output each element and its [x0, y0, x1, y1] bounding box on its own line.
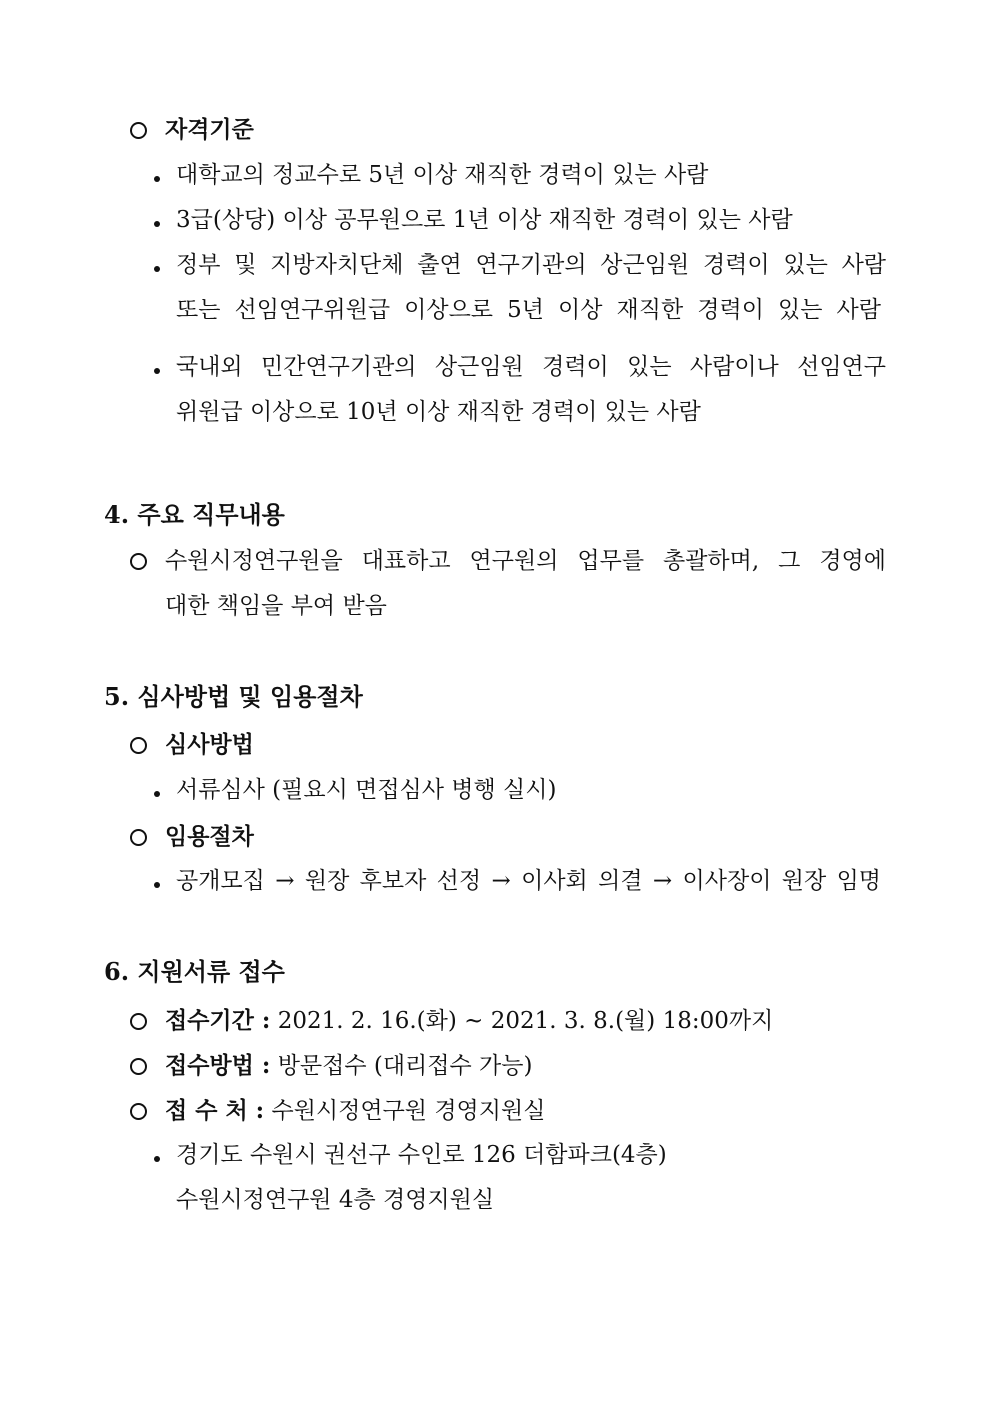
period-value: 2021. 2. 16.(화) ~ 2021. 3. 8.(월) 18:00까지: [277, 1008, 774, 1034]
qualification-item-continued: 위원급 이상으로 10년 이상 재직한 경력이 있는 사람: [176, 399, 701, 425]
qualification-item: 3급(상당) 이상 공무원으로 1년 이상 재직한 경력이 있는 사람: [176, 207, 793, 233]
bullet-dot-icon: [154, 221, 160, 227]
circle-bullet-icon: [130, 1103, 147, 1120]
bullet-dot-icon: [154, 882, 160, 888]
section-title: 6. 지원서류 접수: [104, 957, 285, 986]
qualification-heading: 자격기준: [165, 116, 254, 143]
place-row: [165, 1096, 545, 1126]
method-row: [165, 1051, 532, 1081]
period-row: [165, 1006, 773, 1036]
bullet-dot-icon: [154, 368, 160, 374]
section-title: 4. 주요 직무내용: [104, 500, 285, 529]
period-label: 접수기간 :: [165, 1007, 271, 1034]
address-line-continued: 수원시정연구원 4층 경영지원실: [176, 1187, 495, 1213]
qualification-item: 대학교의 정교수로 5년 이상 재직한 경력이 있는 사람: [176, 162, 709, 188]
qualification-item-continued: 또는 선임연구위원급 이상으로 5년 이상 재직한 경력이 있는 사람: [176, 297, 881, 323]
circle-bullet-icon: [130, 829, 147, 846]
duties-text-continued: 대한 책임을 부여 받음: [165, 593, 387, 619]
bullet-dot-icon: [154, 791, 160, 797]
bullet-dot-icon: [154, 266, 160, 272]
qualification-item: 국내외 민간연구기관의 상근임원 경력이 있는 사람이나 선임연구: [176, 354, 886, 380]
qualification-item: 정부 및 지방자치단체 출연 연구기관의 상근임원 경력이 있는 사람: [176, 252, 886, 278]
place-label: 접 수 처 :: [165, 1097, 265, 1124]
circle-bullet-icon: [130, 553, 147, 570]
bullet-dot-icon: [154, 176, 160, 182]
duties-text: 수원시정연구원을 대표하고 연구원의 업무를 총괄하며, 그 경영에: [165, 548, 886, 574]
circle-bullet-icon: [130, 122, 147, 139]
section-title: 5. 심사방법 및 임용절차: [104, 682, 363, 711]
circle-bullet-icon: [130, 1013, 147, 1030]
circle-bullet-icon: [130, 737, 147, 754]
procedure-heading: 임용절차: [165, 823, 254, 850]
procedure-item: 공개모집 → 원장 후보자 선정 → 이사회 의결 → 이사장이 원장 임명: [176, 868, 881, 894]
review-item: 서류심사 (필요시 면접심사 병행 실시): [176, 777, 557, 803]
method-label: 접수방법 :: [165, 1052, 271, 1079]
method-value: 방문접수 (대리접수 가능): [277, 1053, 533, 1079]
review-heading: 심사방법: [165, 731, 254, 758]
bullet-dot-icon: [154, 1156, 160, 1162]
place-value: 수원시정연구원 경영지원실: [271, 1098, 546, 1124]
circle-bullet-icon: [130, 1058, 147, 1075]
address-line: 경기도 수원시 권선구 수인로 126 더함파크(4층): [176, 1142, 667, 1168]
